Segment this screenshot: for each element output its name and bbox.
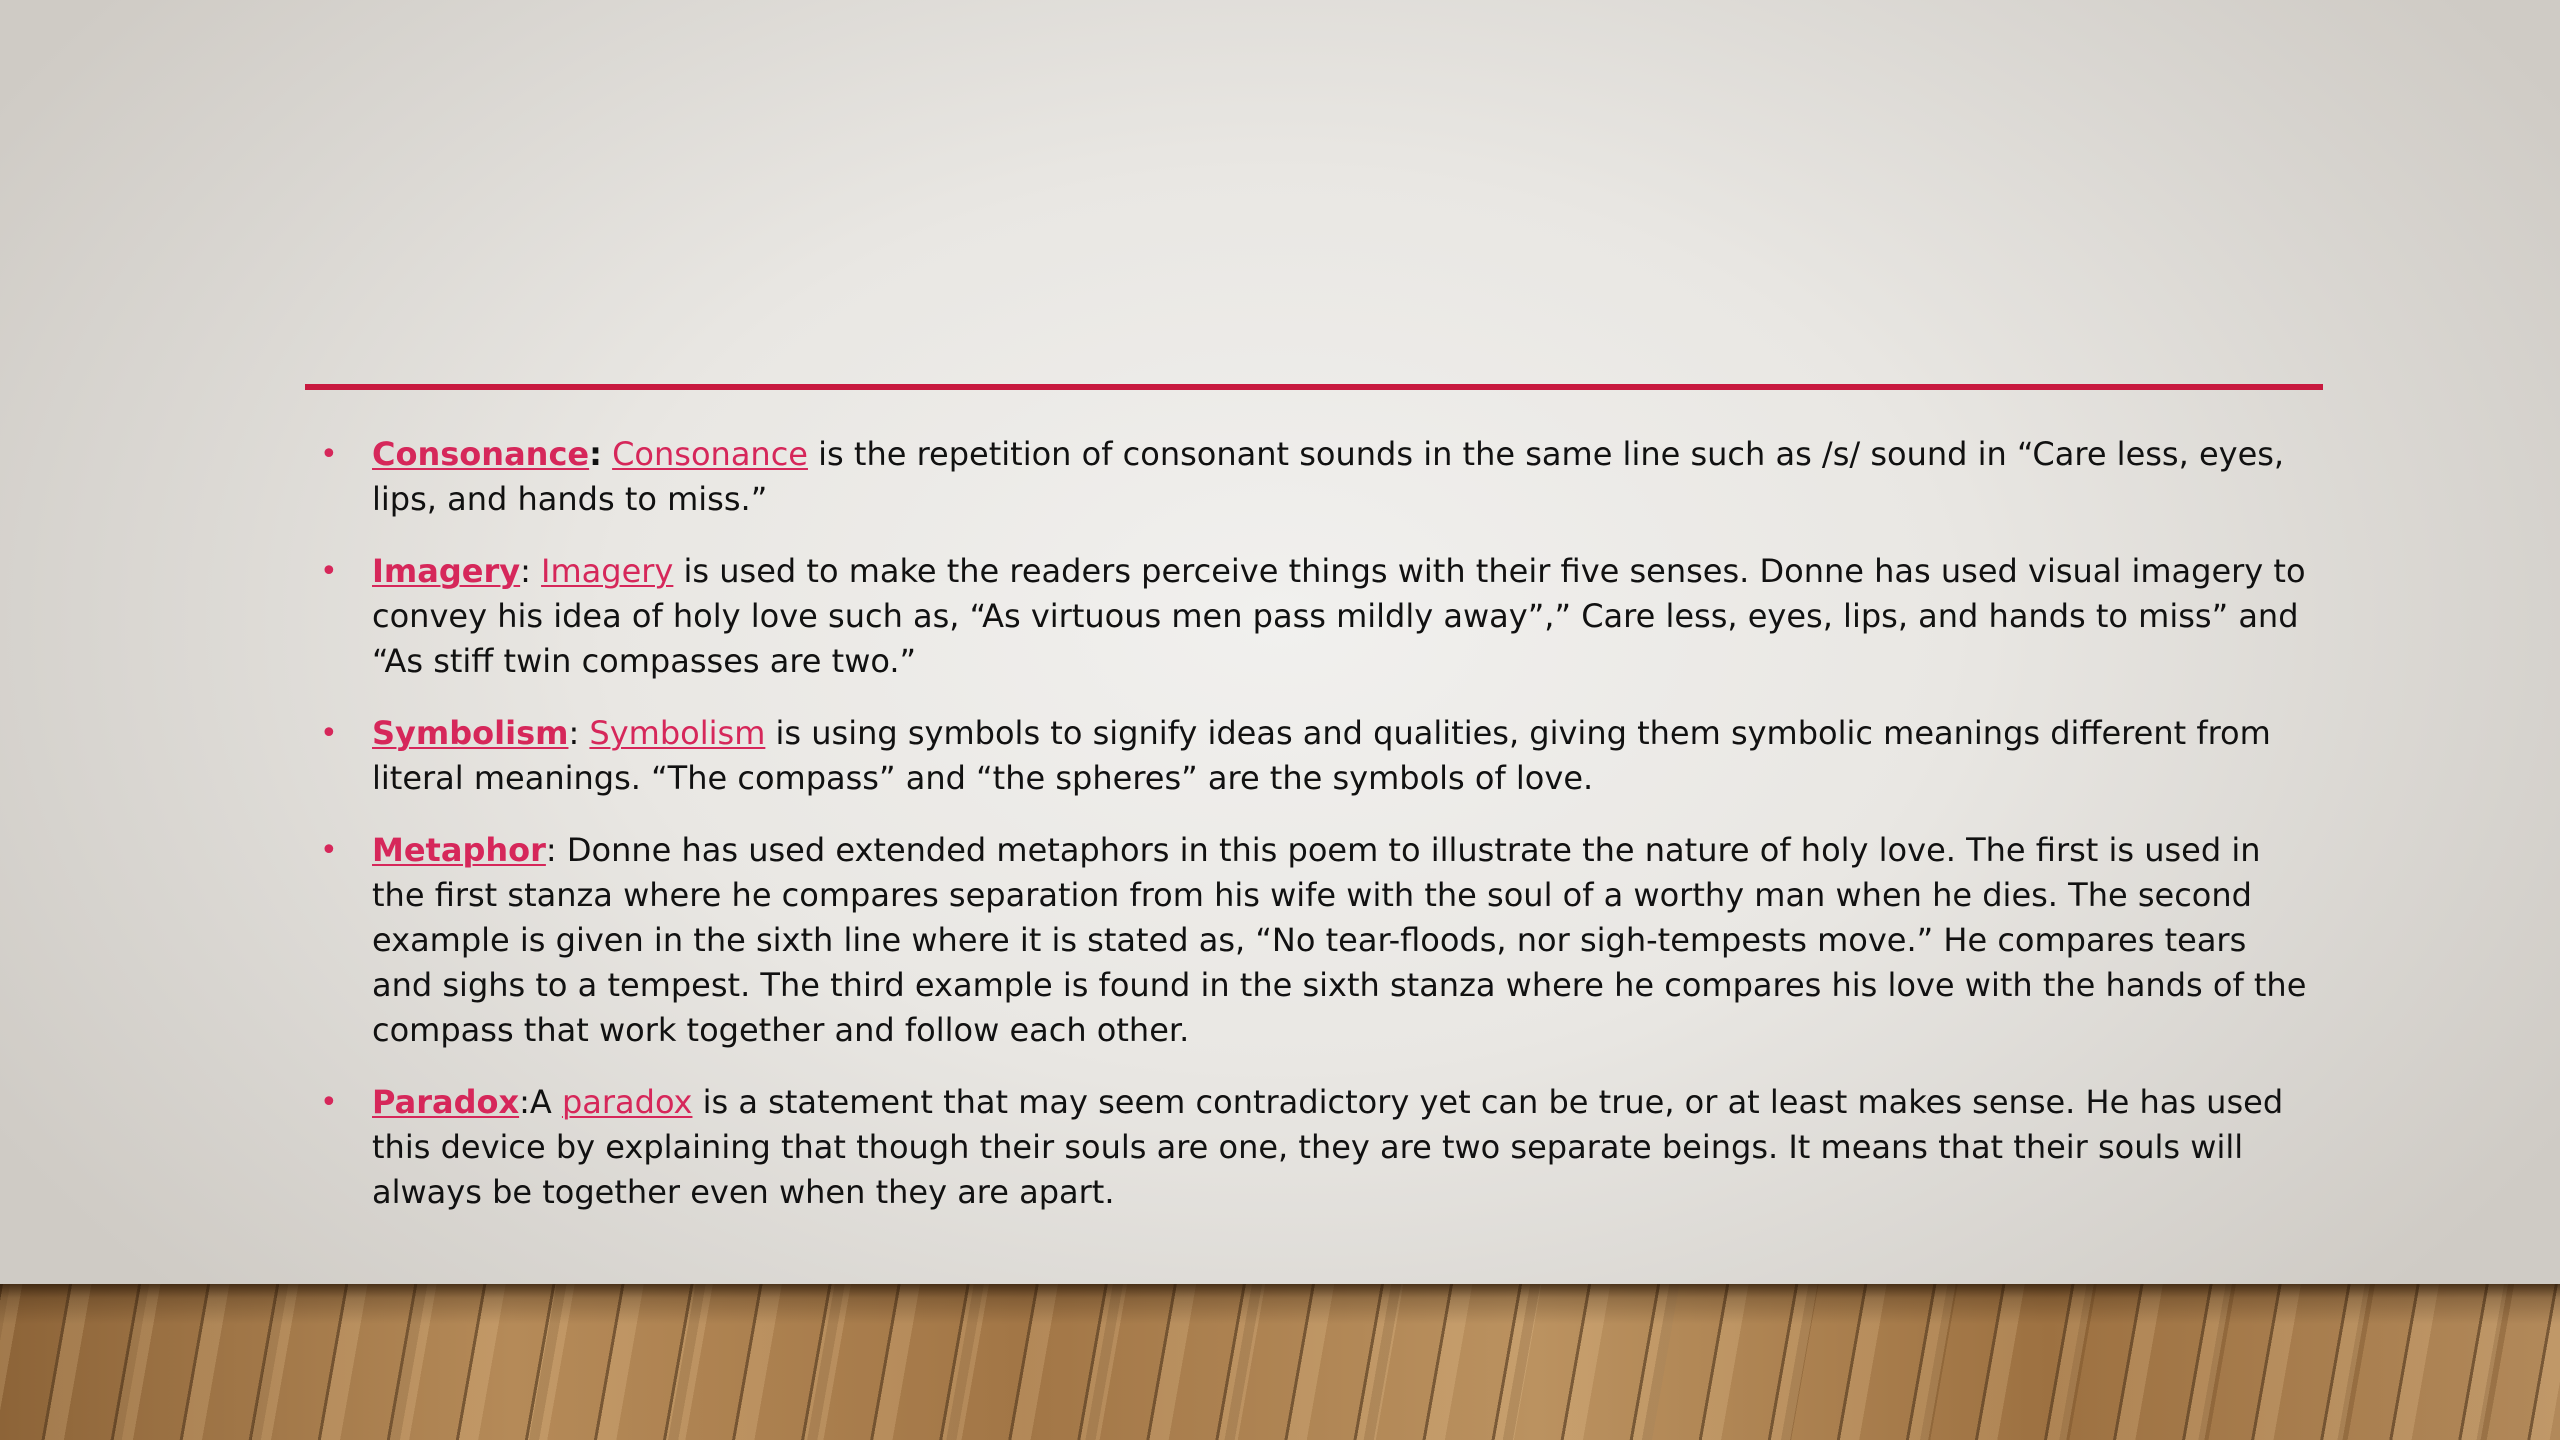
bullet-icon: • <box>320 833 338 868</box>
definition-text: is the repetition of consonant sounds in the same line such as /s/ sound in “Care less, eyes, lips, and hands to miss.” <box>372 435 2285 518</box>
bullet-list <box>320 432 2315 1215</box>
term-colon: : <box>520 552 531 590</box>
term-colon: : <box>545 831 557 869</box>
wooden-floor-image <box>0 1284 2560 1440</box>
bullet-icon: • <box>320 437 338 472</box>
term-colon: : <box>568 714 580 752</box>
definition-text: is a statement that may seem contradictory yet can be true, or at least makes sense. He has used this device by explaining that though their souls are one, they are two separate beings. It means that their souls will always be together even when they are apart. <box>372 1083 2284 1211</box>
term-symbolism[interactable]: Symbolism <box>372 714 569 752</box>
list-item-metaphor <box>320 828 2315 1053</box>
bullet-icon: • <box>320 716 338 751</box>
term-colon: : <box>519 1083 530 1121</box>
bullet-icon: • <box>320 1085 338 1120</box>
link-imagery[interactable]: Imagery <box>541 552 674 590</box>
list-item-paradox <box>320 1080 2315 1215</box>
separator <box>531 552 541 590</box>
definition-text: is using symbols to signify ideas and qualities, giving them symbolic meanings different from literal meanings. “The compass” and “the spheres” are the symbols of love. <box>372 714 2271 797</box>
term-imagery[interactable]: Imagery <box>372 552 521 590</box>
separator <box>579 714 589 752</box>
definition-text: Donne has used extended metaphors in this poem to illustrate the nature of holy love. The first is used in the first stanza where he compares separation from his wife with the soul of a worthy man when he dies. The second example is given in the sixth line where it is stated as, “No tear-floods, nor sigh-tempests move.” He compares tears and sighs to a tempest. The third example is found in the sixth stanza where he compares his love with the hands of the compass that work together and follow each other. <box>372 831 2307 1049</box>
article-text: A <box>529 1083 562 1121</box>
term-colon: : <box>589 435 602 473</box>
bullet-icon: • <box>320 554 338 589</box>
separator <box>602 435 612 473</box>
definition-text: is used to make the readers perceive things with their five senses. Donne has used visual imagery to convey his idea of holy love such as, “As virtuous men pass mildly away”,” Care less, eyes, lips, and hands to miss” and “As stiff twin compasses are two.” <box>372 552 2306 680</box>
link-consonance[interactable]: Consonance <box>612 435 808 473</box>
link-paradox[interactable]: paradox <box>561 1083 693 1121</box>
slide-body <box>320 432 2315 1242</box>
term-consonance[interactable]: Consonance <box>372 435 590 473</box>
list-item-symbolism <box>320 711 2315 801</box>
title-divider-line <box>305 384 2323 390</box>
list-item-consonance <box>320 432 2315 522</box>
term-metaphor[interactable]: Metaphor <box>372 831 546 869</box>
term-paradox[interactable]: Paradox <box>372 1083 520 1121</box>
link-symbolism[interactable]: Symbolism <box>589 714 766 752</box>
list-item-imagery <box>320 549 2315 684</box>
